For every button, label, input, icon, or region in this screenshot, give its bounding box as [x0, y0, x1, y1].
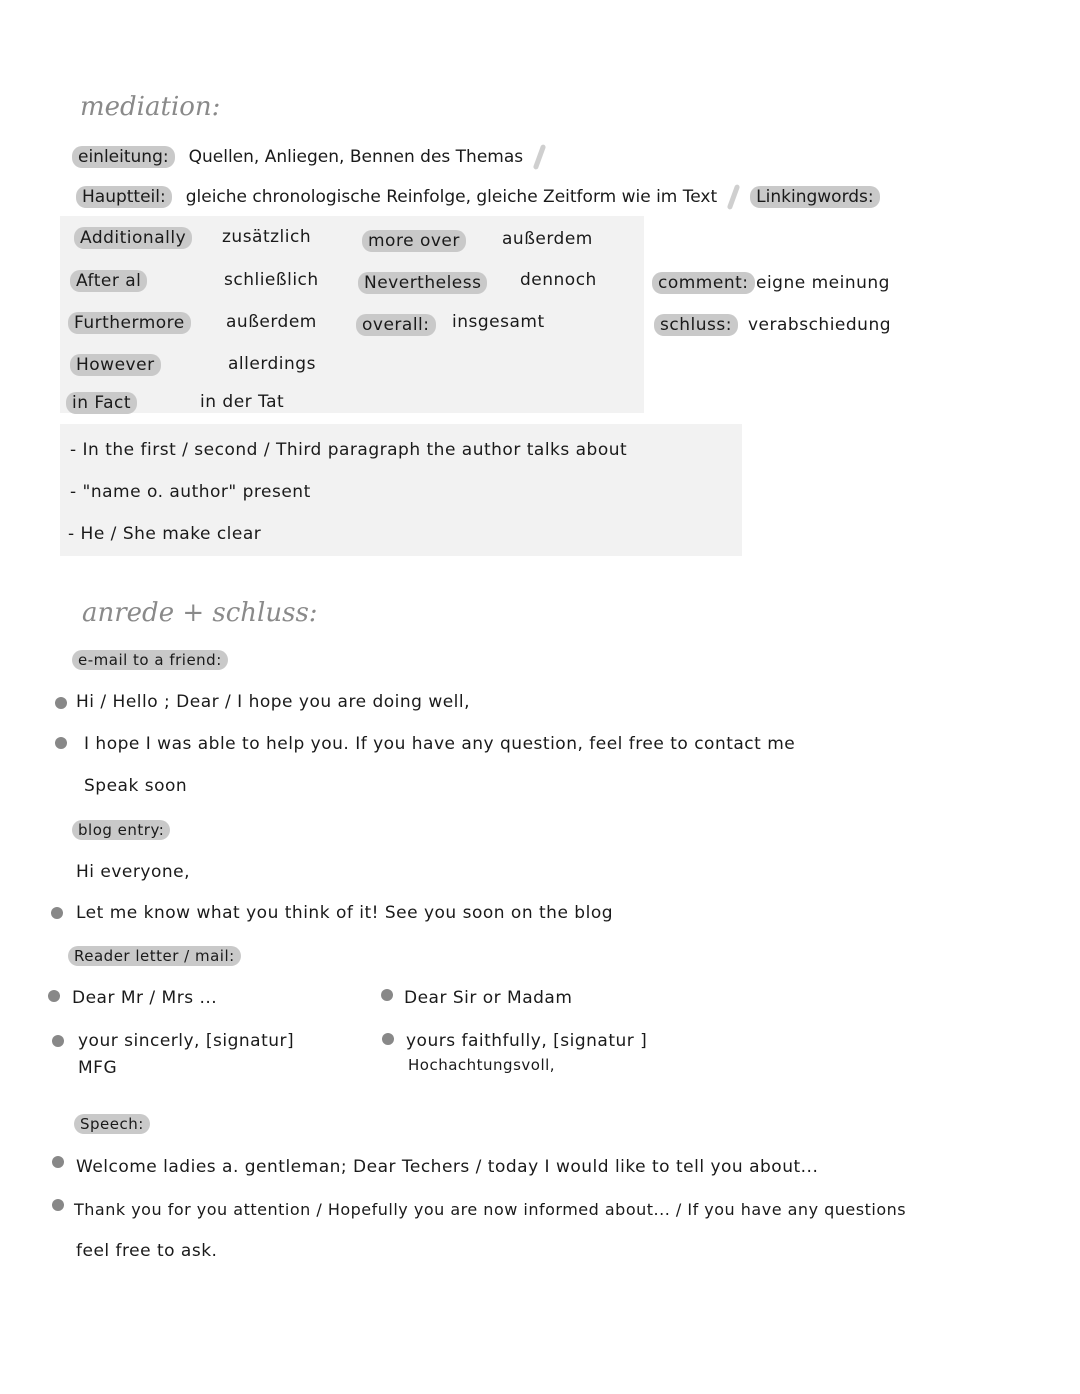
schluss-text: verabschiedung: [748, 315, 892, 335]
email-item: Speak soon: [84, 776, 188, 796]
reader-item: yours faithfully, [signatur ]: [406, 1031, 648, 1051]
phrase: - In the first / second / Third paragraph the author talks about: [70, 440, 628, 460]
reader-item: MFG: [78, 1058, 118, 1078]
reader-item: your sincerly, [signatur]: [78, 1031, 295, 1051]
reader-item: Dear Mr / Mrs ...: [72, 988, 218, 1008]
bullet-icon: [52, 1035, 64, 1047]
comment-text: eigne meinung: [756, 273, 890, 293]
bullet-icon: [48, 990, 60, 1002]
einleitung-row: [72, 144, 542, 170]
linking-word-de: schließlich: [224, 270, 319, 290]
linking-word-en: Furthermore: [68, 312, 191, 334]
blog-item: Let me know what you think of it! See you soon on the blog: [76, 903, 614, 923]
reader-label: Reader letter / mail:: [68, 946, 241, 966]
linking-word-en: more over: [362, 230, 466, 252]
reader-item: Hochachtungsvoll,: [408, 1056, 556, 1074]
schluss-label: schluss:: [654, 314, 738, 336]
divider-slash: [727, 184, 741, 210]
bullet-icon: [381, 989, 393, 1001]
anrede-title: anrede + schluss:: [82, 598, 318, 628]
bullet-icon: [51, 907, 63, 919]
linking-word-de: zusätzlich: [222, 227, 312, 247]
hauptteil-text: gleiche chronologische Reinfolge, gleiche Zeitform wie im Text: [185, 187, 718, 207]
speech-item: Thank you for you attention / Hopefully you are now informed about... / If you have any questions: [74, 1200, 907, 1219]
email-item: I hope I was able to help you. If you have any question, feel free to contact me: [84, 734, 796, 754]
blog-label: blog entry:: [72, 820, 170, 840]
bullet-icon: [52, 1199, 64, 1211]
speech-item: feel free to ask.: [76, 1241, 218, 1261]
linking-word-en: Nevertheless: [358, 272, 487, 294]
bullet-icon: [382, 1033, 394, 1045]
linking-word-en: Additionally: [74, 227, 192, 249]
mediation-title: mediation:: [80, 92, 221, 122]
hauptteil-label: Hauptteil:: [76, 186, 172, 208]
linking-word-de: außerdem: [226, 312, 317, 332]
linking-word-de: allerdings: [228, 354, 316, 374]
linking-word-en: in Fact: [66, 392, 137, 414]
linking-word-en: However: [70, 354, 161, 376]
linking-word-de: in der Tat: [200, 392, 285, 412]
linking-word-en: overall:: [356, 314, 436, 336]
phrase: - "name o. author" present: [70, 482, 311, 502]
linking-word-de: dennoch: [520, 270, 597, 290]
linking-word-de: außerdem: [502, 229, 593, 249]
linking-word-de: insgesamt: [452, 312, 545, 332]
bullet-icon: [55, 737, 67, 749]
linking-label: Linkingwords:: [750, 186, 879, 208]
email-item: Hi / Hello ; Dear / I hope you are doing well,: [76, 692, 471, 712]
einleitung-label: einleitung:: [72, 146, 175, 168]
bullet-icon: [55, 697, 67, 709]
speech-label: Speech:: [74, 1114, 150, 1134]
phrase: - He / She make clear: [68, 524, 262, 544]
einleitung-text: Quellen, Anliegen, Bennen des Themas: [188, 147, 524, 167]
email-label: e-mail to a friend:: [72, 650, 228, 670]
bullet-icon: [52, 1156, 64, 1168]
reader-item: Dear Sir or Madam: [404, 988, 573, 1008]
speech-item: Welcome ladies a. gentleman; Dear Techers / today I would like to tell you about...: [76, 1157, 819, 1177]
divider-slash: [533, 144, 547, 170]
blog-greeting: Hi everyone,: [76, 862, 190, 882]
comment-label: comment:: [652, 272, 755, 294]
linking-word-en: After al: [70, 270, 147, 292]
hauptteil-row: [76, 184, 880, 210]
